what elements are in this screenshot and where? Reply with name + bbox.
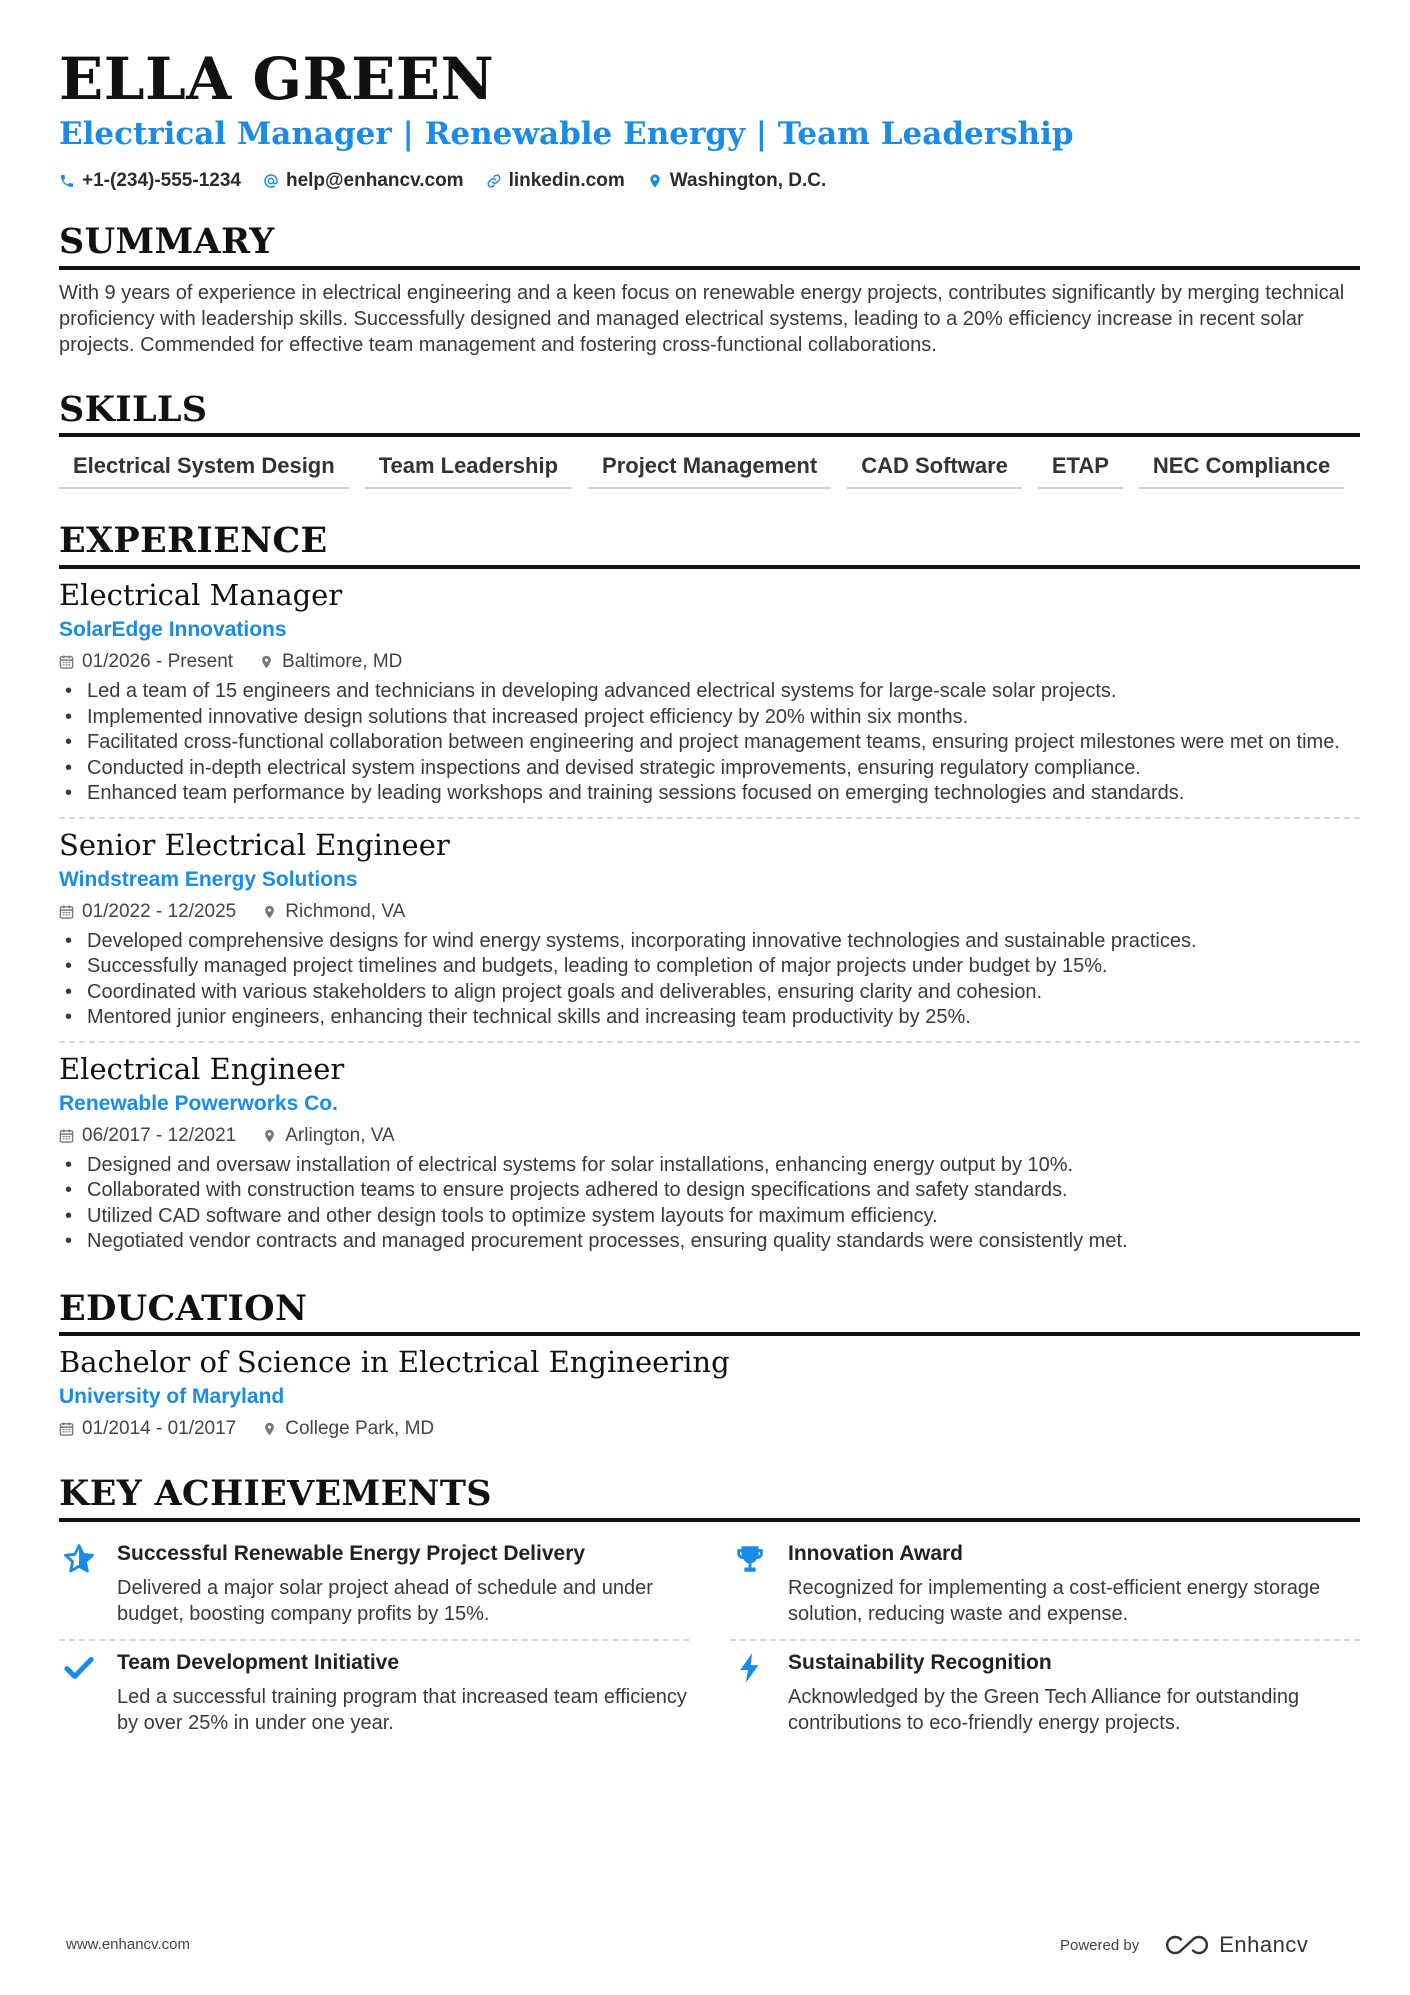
bullet-item: • Mentored junior engineers, enhancing their technical skills and increasing team productivity by 25%.	[59, 1005, 1360, 1031]
bullet-item: • Collaborated with construction teams to ensure projects adhered to design specifications and safety standards.	[59, 1178, 1360, 1204]
achievement-icon-wrap	[59, 1649, 99, 1736]
achievement-item	[730, 1532, 1360, 1641]
job-dates	[59, 1125, 236, 1147]
job-bullets	[59, 929, 1360, 1031]
skills-section	[59, 388, 1360, 490]
location-pin-icon	[262, 1128, 277, 1144]
achievement-title: Team Development Initiative	[117, 1651, 400, 1675]
resume-page	[59, 45, 1360, 1748]
location-pin-icon	[259, 654, 274, 670]
bullet-item: • Conducted in-depth electrical system inspections and devised strategic improvements, ensuring regulatory compliance.	[59, 756, 1360, 782]
job-location-text: Richmond, VA	[285, 900, 406, 922]
at-icon	[263, 173, 279, 189]
job-meta	[59, 651, 1360, 673]
job-title: Electrical Manager	[59, 578, 343, 613]
job-title: Electrical Engineer	[59, 1051, 345, 1086]
bullet-item: • Designed and oversaw installation of electrical systems for solar installations, enhancing energy output by 10%.	[59, 1153, 1360, 1179]
skill-tag: Team Leadership	[365, 453, 572, 489]
company-name: SolarEdge Innovations	[59, 618, 287, 642]
contact-linkedin[interactable]	[486, 170, 625, 192]
summary-section	[59, 220, 1360, 358]
achievements-title: KEY ACHIEVEMENTS	[59, 1472, 1360, 1522]
bullet-item: • Implemented innovative design solutions that increased project efficiency by 20% within six months.	[59, 705, 1360, 731]
powered-by-label: Powered by	[1060, 1936, 1140, 1954]
job-location-text: Arlington, VA	[285, 1124, 395, 1146]
summary-title: SUMMARY	[59, 220, 1360, 270]
contact-location-text: Washington, D.C.	[669, 169, 827, 191]
skill-tag: Electrical System Design	[59, 453, 349, 489]
phone-icon	[59, 173, 75, 189]
bullet-item: • Coordinated with various stakeholders to align project goals and deliverables, ensuring clarity and cohesion.	[59, 980, 1360, 1006]
school-name: University of Maryland	[59, 1385, 285, 1409]
job-meta	[59, 1125, 1360, 1147]
contact-email-text: help@enhancv.com	[285, 169, 464, 191]
job-entry	[59, 825, 1360, 1043]
calendar-icon	[59, 1421, 74, 1437]
job-location-text: Baltimore, MD	[282, 651, 403, 673]
education-meta	[59, 1418, 1360, 1440]
job-title: Senior Electrical Engineer	[59, 827, 450, 862]
degree-title: Bachelor of Science in Electrical Engineering	[59, 1345, 730, 1380]
company-name: Windstream Energy Solutions	[59, 867, 358, 891]
education-location	[262, 1418, 434, 1440]
achievement-desc: Led a successful training program that increased team efficiency by over 25% in under one year.	[117, 1686, 687, 1734]
job-bullets	[59, 679, 1360, 807]
achievement-title: Sustainability Recognition	[788, 1651, 1052, 1675]
achievements-section	[59, 1472, 1360, 1748]
candidate-name: ELLA GREEN	[59, 45, 495, 113]
achievement-item	[730, 1641, 1360, 1748]
skill-tag: ETAP	[1038, 453, 1123, 489]
education-dates	[59, 1418, 236, 1440]
location-pin-icon	[262, 904, 277, 920]
job-location	[262, 901, 405, 923]
job-location	[262, 1125, 394, 1147]
contact-phone[interactable]	[59, 170, 241, 192]
contact-phone-text: +1-(234)-555-1234	[82, 169, 241, 191]
achievement-icon-wrap	[730, 1540, 770, 1627]
bullet-item: • Enhanced team performance by leading workshops and training sessions focused on emerging technologies and standards.	[59, 781, 1360, 807]
link-icon	[486, 173, 502, 189]
achievement-title: Successful Renewable Energy Project Delivery	[117, 1542, 586, 1566]
achievements-grid	[59, 1532, 1360, 1748]
job-dates-text: 01/2026 - Present	[82, 651, 234, 673]
contact-location	[647, 170, 827, 192]
trophy-icon	[733, 1542, 767, 1576]
experience-section	[59, 519, 1360, 1264]
experience-title: EXPERIENCE	[59, 519, 1360, 569]
bullet-item: • Successfully managed project timelines and budgets, leading to completion of major projects under budget by 15%.	[59, 954, 1360, 980]
star-icon	[62, 1542, 96, 1576]
bullet-item: • Led a team of 15 engineers and technicians in developing advanced electrical systems for large-scale solar projects.	[59, 679, 1360, 705]
company-name: Renewable Powerworks Co.	[59, 1091, 338, 1115]
job-dates-text: 01/2022 - 12/2025	[82, 900, 237, 922]
education-entry	[59, 1342, 1360, 1450]
achievement-title: Innovation Award	[788, 1542, 964, 1566]
footer-powered	[1060, 1932, 1308, 1958]
calendar-icon	[59, 1128, 74, 1144]
calendar-icon	[59, 904, 74, 920]
lightning-bolt-icon	[733, 1651, 767, 1685]
job-location	[259, 651, 402, 673]
headline: Electrical Manager | Renewable Energy | Team Leadership	[59, 115, 1074, 152]
job-dates	[59, 651, 233, 673]
contact-bar	[59, 170, 1360, 192]
bullet-item: • Facilitated cross-functional collaboration between engineering and project management teams, ensuring project milestones were met on time.	[59, 730, 1360, 756]
achievement-desc: Delivered a major solar project ahead of schedule and under budget, boosting company profits by 15%.	[117, 1577, 653, 1625]
achievement-item	[59, 1532, 689, 1641]
achievement-desc: Acknowledged by the Green Tech Alliance for outstanding contributions to eco-friendly energy projects.	[788, 1686, 1300, 1734]
skill-tag: NEC Compliance	[1139, 453, 1344, 489]
skills-title: SKILLS	[59, 388, 1360, 438]
job-dates-text: 06/2017 - 12/2021	[82, 1124, 237, 1146]
bullet-item: • Utilized CAD software and other design tools to optimize system layouts for maximum efficiency.	[59, 1204, 1360, 1230]
summary-text: With 9 years of experience in electrical engineering and a keen focus on renewable energy projects, contributes significantly by merging technical proficiency with leadership skills. Successfully designed and managed electrical systems, leading to a 20% efficiency increase in recent solar projects. Commended for effective team management and fostering cross-functional collaborations.	[59, 281, 1345, 356]
contact-linkedin-text: linkedin.com	[508, 169, 625, 191]
calendar-icon	[59, 654, 74, 670]
checkmark-icon	[62, 1651, 96, 1685]
contact-email[interactable]	[263, 170, 464, 192]
job-entry	[59, 1049, 1360, 1265]
job-bullets	[59, 1153, 1360, 1255]
enhancv-logo-icon	[1165, 1934, 1211, 1956]
achievement-icon-wrap	[730, 1649, 770, 1736]
education-section	[59, 1287, 1360, 1451]
education-title: EDUCATION	[59, 1287, 1360, 1337]
achievement-desc: Recognized for implementing a cost-efficient energy storage solution, reducing waste and expense.	[788, 1577, 1321, 1625]
footer-website[interactable]: www.enhancv.com	[66, 1936, 190, 1953]
location-pin-icon	[262, 1421, 277, 1437]
skills-list	[59, 453, 1360, 489]
skill-tag: CAD Software	[847, 453, 1022, 489]
job-entry	[59, 575, 1360, 819]
skill-tag: Project Management	[588, 453, 831, 489]
education-dates-text: 01/2014 - 01/2017	[82, 1418, 237, 1440]
bullet-item: • Developed comprehensive designs for wind energy systems, incorporating innovative technologies and sustainable practices.	[59, 929, 1360, 955]
education-location-text: College Park, MD	[285, 1418, 435, 1440]
bullet-item: • Negotiated vendor contracts and managed procurement processes, ensuring quality standards were consistently met.	[59, 1229, 1360, 1255]
job-dates	[59, 901, 236, 923]
job-meta	[59, 901, 1360, 923]
brand-name: Enhancv	[1219, 1932, 1309, 1957]
achievement-icon-wrap	[59, 1540, 99, 1627]
achievement-item	[59, 1641, 689, 1748]
location-pin-icon	[647, 173, 663, 189]
brand-logo[interactable]	[1165, 1932, 1308, 1958]
